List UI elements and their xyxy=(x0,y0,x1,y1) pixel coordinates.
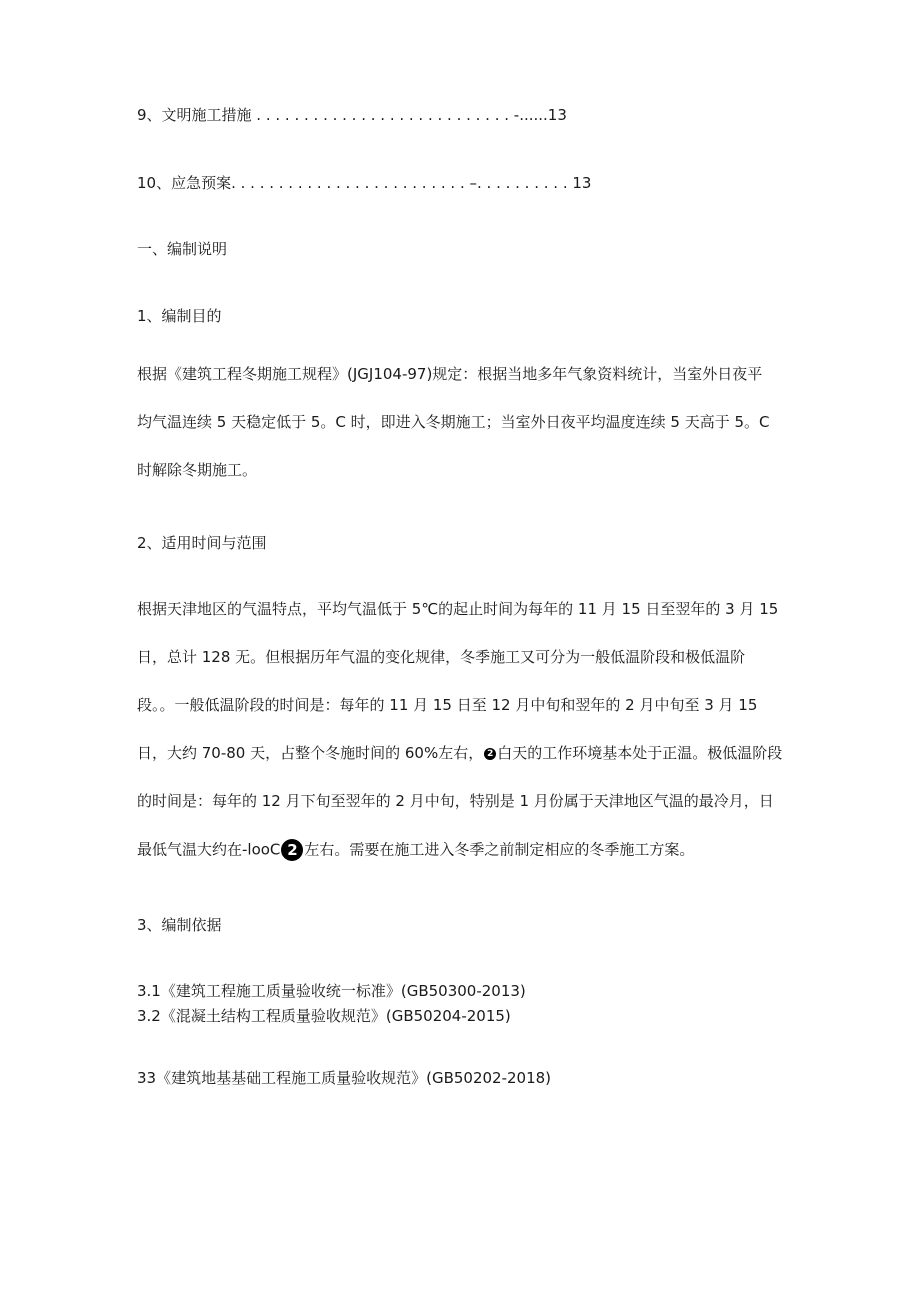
text-segment: 日，大约 70-80 天，占整个冬施时间的 60%左右， xyxy=(137,744,484,762)
text-line: 根据天津地区的气温特点，平均气温低于 5℃的起止时间为每年的 11 月 15 日至翌年的 3 月 15 xyxy=(137,600,779,618)
footnote-badge: 2 xyxy=(484,748,496,760)
reference-item: 3.1《建筑工程施工质量验收统一标准》(GB50300-2013) xyxy=(137,982,526,1000)
text-line: 的时间是：每年的 12 月下旬至翌年的 2 月中旬，特别是 1 月份属于天津地区气温的最冷月，日 xyxy=(137,792,774,810)
subsection-heading-purpose: 1、编制目的 xyxy=(137,307,222,325)
reference-item: 3.2《混凝土结构工程质量验收规范》(GB50204-2015) xyxy=(137,1007,511,1025)
text-line: 根据《建筑工程冬期施工规程》(JGJ104-97)规定：根据当地多年气象资料统计，当室外日夜平 xyxy=(137,365,763,383)
section-heading: 一、编制说明 xyxy=(137,240,228,258)
text-line: 日，总计 128 无。但根据历年气温的变化规律，冬季施工又可分为一般低温阶段和极低温阶 xyxy=(137,648,746,666)
subsection-heading-basis: 3、编制依据 xyxy=(137,916,222,934)
text-line: 段。。一般低温阶段的时间是：每年的 11 月 15 日至 12 月中旬和翌年的 2 月中旬至 3 月 15 xyxy=(137,696,758,714)
reference-item: 33《建筑地基基础工程施工质量验收规范》(GB50202-2018) xyxy=(137,1069,552,1087)
text-line: 时解除冬期施工。 xyxy=(137,461,258,479)
text-segment: 最低气温大约在-looC xyxy=(137,840,281,859)
text-segment: 左右。需要在施工进入冬季之前制定相应的冬季施工方案。 xyxy=(304,840,695,859)
paragraph-purpose xyxy=(137,364,787,480)
paragraph-scope xyxy=(137,599,787,859)
footnote-badge-large: 2 xyxy=(281,839,303,861)
toc-item-emergency-plan[interactable]: 10、应急预案. . . . . . . . . . . . . . . . . . . . . . . . . –. . . . . . . . . . 13 xyxy=(137,174,592,192)
toc-item-civilized-construction[interactable]: 9、文明施工措施 . . . . . . . . . . . . . . . . . . . . . . . . . . . -......13 xyxy=(137,106,567,124)
text-line: 均气温连续 5 天稳定低于 5。C 时，即进入冬期施工；当室外日夜平均温度连续 5 天高于 5。C xyxy=(137,413,770,431)
text-segment: 白天的工作环境基本处于正温。极低温阶段 xyxy=(497,744,783,762)
text-line xyxy=(137,839,787,859)
text-line xyxy=(137,743,787,763)
subsection-heading-scope: 2、适用时间与范围 xyxy=(137,534,267,552)
